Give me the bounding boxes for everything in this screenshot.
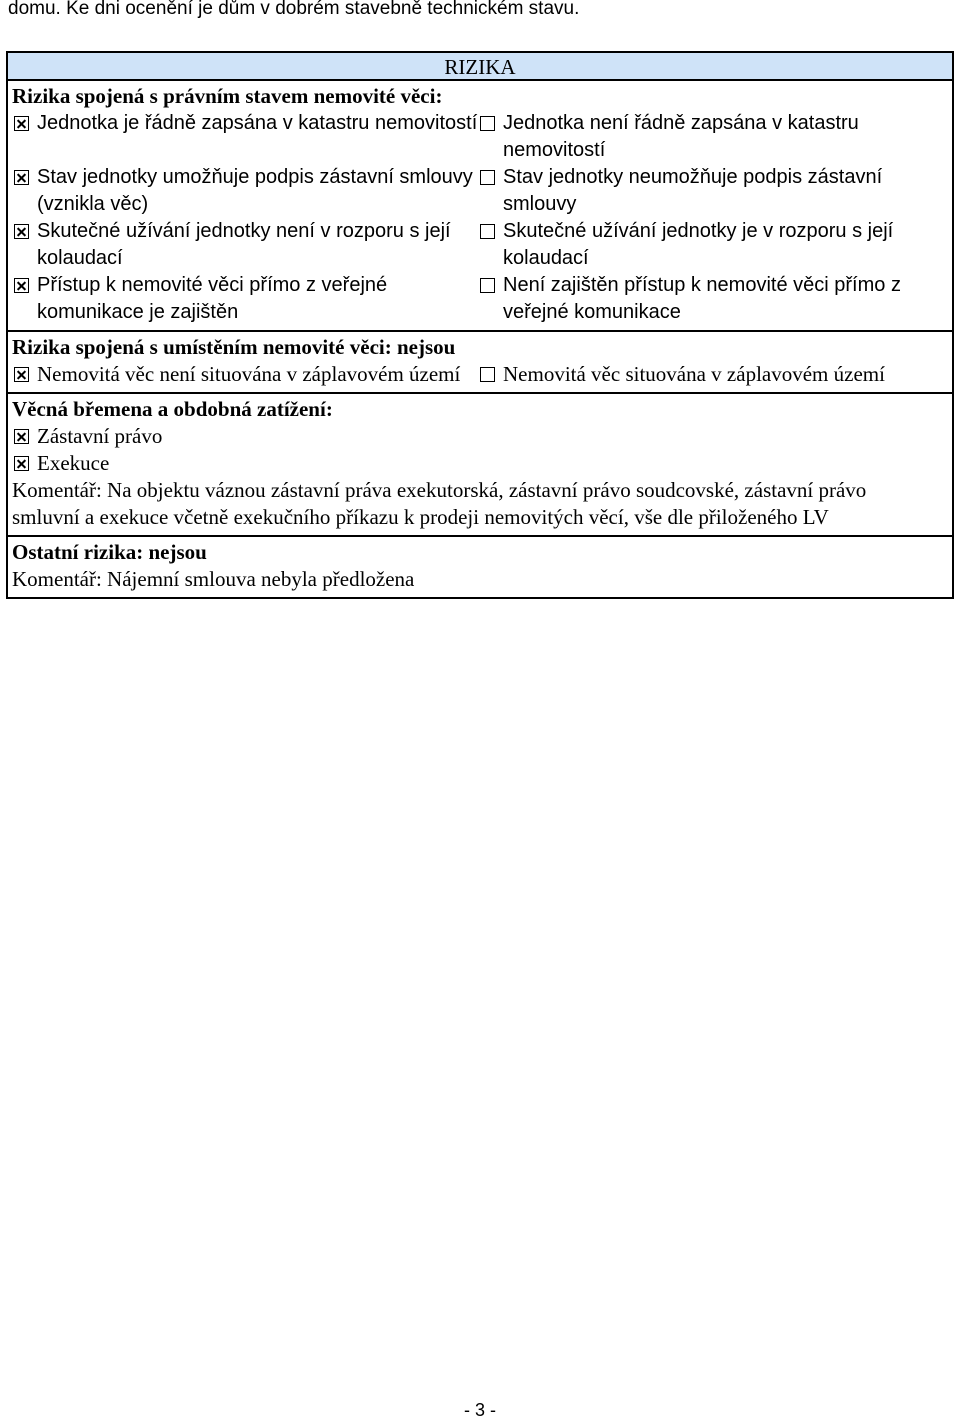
option-label: Není zajištěn přístup k nemovité věci přímo z veřejné komunikace: [503, 274, 901, 323]
location-risks-section: [8, 332, 952, 394]
legal-risk-row: [12, 110, 952, 164]
option-label: Stav jednotky umožňuje podpis zástavní smlouvy (vznikla věc): [37, 166, 473, 215]
easements-title: Věcná břemena a obdobná zatížení:: [12, 397, 333, 421]
page-number: - 3 -: [463, 1400, 496, 1420]
legal-risk-option: [478, 164, 952, 218]
checkbox-empty-icon[interactable]: [480, 170, 495, 185]
legal-risk-option: [12, 272, 478, 326]
table-header: RIZIKA: [8, 53, 952, 81]
checkbox-empty-icon[interactable]: [480, 278, 495, 293]
legal-risks-section: [8, 81, 952, 332]
option-label: Nemovitá věc situována v záplavovém území: [503, 362, 885, 386]
legal-risk-option: [478, 110, 952, 164]
legal-risk-option: [12, 110, 478, 164]
easements-section: [8, 394, 952, 537]
option-label: Jednotka není řádně zapsána v katastru nemovitostí: [503, 112, 859, 161]
other-risks-title: Ostatní rizika: nejsou: [12, 540, 207, 564]
legal-risk-option: [478, 272, 952, 326]
legal-risk-row: [12, 218, 952, 272]
option-label: Skutečné užívání jednotky je v rozporu s její kolaudací: [503, 220, 894, 269]
legal-risks-title: Rizika spojená s právním stavem nemovité věci:: [12, 84, 443, 108]
location-risk-option: [478, 361, 952, 388]
risk-table: [6, 51, 954, 599]
checkbox-empty-icon[interactable]: [480, 367, 495, 382]
other-risks-section: [8, 537, 952, 597]
easement-item: [12, 423, 952, 450]
legal-risk-row: [12, 164, 952, 218]
option-label: Přístup k nemovité věci přímo z veřejné komunikace je zajištěn: [37, 274, 388, 323]
checkbox-checked-icon[interactable]: [14, 116, 29, 131]
option-label: Stav jednotky neumožňuje podpis zástavní smlouvy: [503, 166, 883, 215]
option-label: Jednotka je řádně zapsána v katastru nemovitostí: [37, 112, 478, 134]
location-risks-title: Rizika spojená s umístěním nemovité věci: nejsou: [12, 335, 456, 359]
checkbox-checked-icon[interactable]: [14, 224, 29, 239]
easement-label: Exekuce: [37, 451, 110, 475]
checkbox-empty-icon[interactable]: [480, 224, 495, 239]
checkbox-checked-icon[interactable]: [14, 170, 29, 185]
checkbox-checked-icon[interactable]: [14, 367, 29, 382]
location-risk-option: [12, 361, 478, 388]
easements-comment: Komentář: Na objektu váznou zástavní práva exekutorská, zástavní právo soudcovské, zástavní právo smluvní a exekuce včetně exekučního příkazu k prodeji nemovitých věcí, vše dle přiloženého LV: [12, 478, 867, 529]
checkbox-checked-icon[interactable]: [14, 429, 29, 444]
checkbox-checked-icon[interactable]: [14, 456, 29, 471]
legal-risk-option: [12, 218, 478, 272]
intro-text: domu. Ke dni ocenění je dům v dobrém stavebně technickém stavu.: [8, 0, 580, 19]
checkbox-empty-icon[interactable]: [480, 116, 495, 131]
easement-label: Zástavní právo: [37, 424, 163, 448]
location-risk-row: [12, 361, 952, 388]
legal-risk-row: [12, 272, 952, 326]
checkbox-checked-icon[interactable]: [14, 278, 29, 293]
legal-risk-option: [12, 164, 478, 218]
easement-item: [12, 450, 952, 477]
option-label: Nemovitá věc není situována v záplavovém území: [37, 362, 461, 386]
option-label: Skutečné užívání jednotky není v rozporu s její kolaudací: [37, 220, 451, 269]
legal-risk-option: [478, 218, 952, 272]
other-risks-comment: Komentář: Nájemní smlouva nebyla předložena: [12, 567, 415, 591]
